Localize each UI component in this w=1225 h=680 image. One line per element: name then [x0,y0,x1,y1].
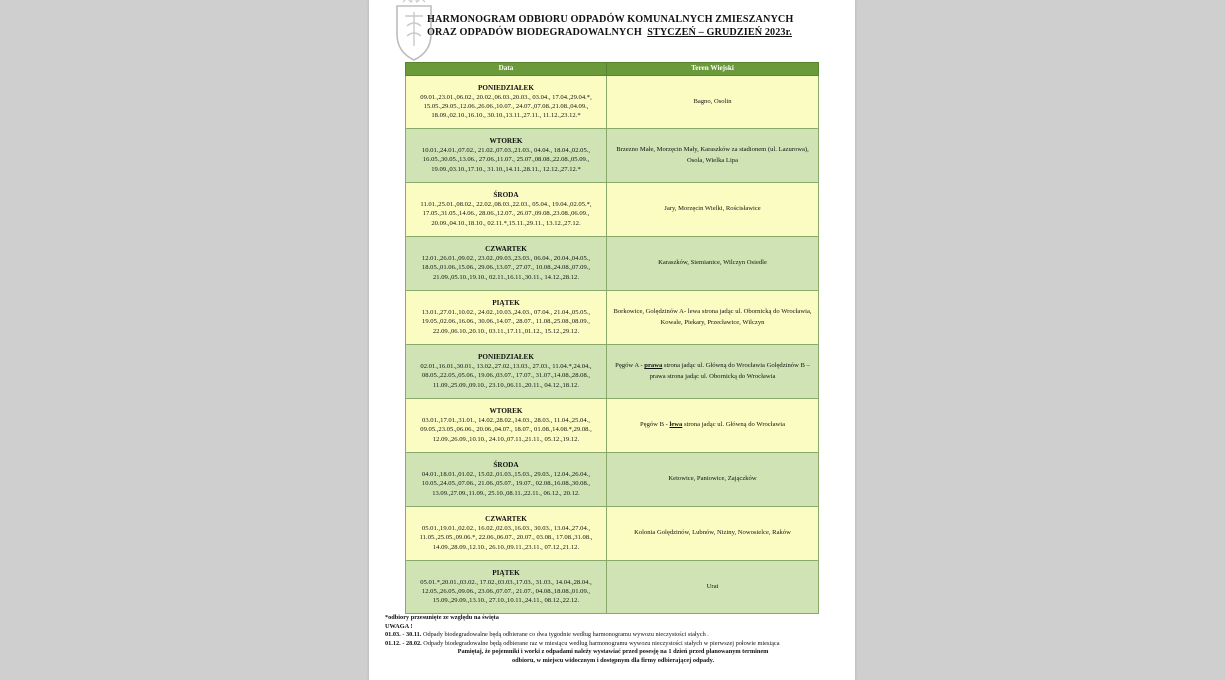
area-text-continued: strona jadąc ul. Główną do Wrocławia [682,421,786,429]
weekday-label: CZWARTEK [485,515,527,524]
table-row [406,507,819,561]
table-row [406,453,819,507]
pickup-dates: 05.01.*,20.01.,03.02., 17.02.,03.03.,17.03., 31.03., 14.04.,28.04., 12.05.,26.05.,09.06., 23.06.,07.07., 21.07., 04.08.,18.08.,01.09., 15.09.,29.09.,13.10., 27.10.,10.11.,24.11., 08.12.,22.12. [420,578,592,605]
date-cell [406,453,607,507]
area-cell [607,399,819,453]
area-text-continued: strona jadąc ul. Główną do Wrocławia Golędzinów B – prawa strona jadąc ul. Obornicką do Wrocławia [649,362,810,380]
date-cell [406,183,607,237]
pickup-dates: 02.01.,16.01.,30.01., 13.02.,27.02.,13.03., 27.03., 11.04.*,24.04., 08.05.,22.05.,05.06., 19.06.,03.07., 17.07., 31.07.,14.08.,28.08., 11.09.,25.09.,09.10., 23.10.,06.11.,20.11., 04.12.,18.12. [420,363,592,389]
table-row [406,399,819,453]
area-cell [607,129,819,183]
holiday-footnote: *odbiory przesunięte ze względu na święta [385,614,499,621]
pickup-dates: 11.01.,25.01.,08.02., 22.02.,08.03.,22.03., 05.04., 19.04.,02.05.*, 17.05.,31.05.,14.06., 28.06.,12.07., 26.07.,09.08.,23.08.,06.09., 20.09.,04.10.,18.10., 02.11.*,15.11.,29.11., 13.12.,27.12. [420,201,592,227]
warning-heading: UWAGA ! [385,622,413,630]
title-period: STYCZEŃ – GRUDZIEŃ 2023r. [647,27,792,38]
table-row [406,183,819,237]
pickup-dates: 13.01.,27.01.,10.02., 24.02.,10.03.,24.03., 07.04., 21.04.,05.05., 19.05.,02.06.,16.06., 30.06.,14.07., 28.07., 11.08.,25.08.,08.09., 22.09.,06.10.,20.10., 03.11.,17.11.,01.12., 15.12.,29.12. [421,309,591,335]
note-period-2 [385,640,841,649]
title-line-2-prefix: ORAZ ODPADÓW BIODEGRADOWALNYCH [427,27,642,38]
table-row [406,561,819,614]
pickup-dates: 12.01.,26.01.,09.02., 23.02.,09.03.,23.03., 06.04., 20.04.,04.05., 18.05.,01.06.,15.06., 29.06.,13.07., 27.07., 10.08.,24.08.,07.09., 21.09.,05.10.,19.10., 02.11.,16.11.,30.11., 14.12.,28.12. [421,255,591,281]
weekday-label: WTOREK [489,137,523,146]
date-cell [406,345,607,399]
area-cell [607,345,819,399]
weekday-label: CZWARTEK [485,245,527,254]
note-period-2-label: 01.12. - 28.02. [385,639,422,647]
note-period-2-text: Odpady biodegradowalne będą odbierane raz w miesiącu według harmonogramu wywozu nieczystości stałych w pierwszej połowie miesiąca [421,639,780,647]
area-side-emphasis: lewa [669,421,683,429]
title-line-2 [427,26,827,39]
note-period-1 [385,631,841,640]
notes-section [385,614,841,666]
area-cell [607,507,819,561]
area-side-emphasis: prawa [644,362,663,370]
area-cell [607,291,819,345]
weekday-label: WTOREK [489,407,523,416]
weekday-label: ŚRODA [493,461,519,470]
date-cell [406,76,607,129]
table-row [406,129,819,183]
reminder-line-1: Pamiętaj, że pojemniki i worki z odpadami należy wystawiać przed posesję na 1 dzień przed planowanym terminem [457,648,769,656]
table-row [406,237,819,291]
weekday-label: PIĄTEK [492,568,520,577]
area-text: Brzezno Małe, Morzęcin Mały, Karaszków za stadionem (ul. Lazurowa), Osola, Wielka Lipa [616,146,809,164]
date-cell [406,561,607,614]
pickup-dates: 09.01.,23.01.,06.02., 20.02.,06.03.,20.03., 03.04., 17.04.,29.04.*, 15.05.,29.05.,12.06.,26.06.,10.07., 24.07.,07.08.,21.08.,04.09., 18.09.,02.10.,16.10., 30.10.,13.11.,27.11., 11.12.,23.12.* [420,93,592,120]
date-cell [406,129,607,183]
document-page [369,0,855,680]
note-period-1-label: 01.03. - 30.11. [385,631,422,639]
table-row [406,76,819,129]
area-text: Ketowice, Paniowice, Zajączków [668,475,757,483]
pickup-dates: 10.01.,24.01.,07.02., 21.02.,07.03.,21.03., 04.04., 18.04.,02.05., 16.05.,30.05.,13.06., 27.06.,11.07., 25.07.,08.08.,22.08.,05.09., 19.09.,03.10.,17.10., 31.10.,14.11.,28.11., 12.12.,27.12.* [421,147,591,173]
schedule-table [405,62,819,614]
area-cell [607,76,819,129]
area-cell [607,561,819,614]
column-header-area: Teren Wiejski [607,63,819,76]
pickup-dates: 05.01.,19.01.,02.02., 16.02.,02.03.,16.03., 30.03., 13.04.,27.04., 11.05.,25.05.,09.06.*, 22.06.,06.07., 20.07., 03.08., 17.08.,31.08., 14.09.,28.09.,12.10., 26.10.,09.11.,23.11., 07.12.,21.12. [419,525,593,551]
area-text: Pęgów A - [615,362,645,370]
document-title [427,13,827,39]
area-cell [607,453,819,507]
weekday-label: PONIEDZIAŁEK [478,83,534,92]
date-cell [406,507,607,561]
area-text: Kolonia Golędzinów, Lubnów, Niziny, Nowosielce, Raków [634,529,791,537]
date-cell [406,291,607,345]
area-text: Borkowice, Golędzinów A- lewa strona jadąc ul. Obornicką do Wrocławia, Kowale, Piekary, Przecławice, Wilczyn [613,308,812,326]
pickup-dates: 04.01.,18.01.,01.02., 15.02.,01.03.,15.03., 29.03., 12.04.,26.04., 10.05.,24.05.,07.06., 21.06.,05.07., 19.07., 02.08.,16.08.,30.08., 13.09.,27.09.,11.09., 25.10.,08.11.,22.11., 06.12., 20.12. [421,471,591,497]
weekday-label: PONIEDZIAŁEK [478,353,534,362]
weekday-label: ŚRODA [493,191,519,200]
table-row [406,291,819,345]
weekday-label: PIĄTEK [492,299,520,308]
table-header-row [406,63,819,76]
area-cell [607,237,819,291]
area-text: Urat [706,582,719,590]
area-text: Jary, Morzęcin Wielki, Rościsławice [664,205,761,213]
pickup-dates: 03.01.,17.01.,31.01., 14.02.,28.02.,14.03., 28.03., 11.04.,25.04., 09.05.,23.05.,06.06., 20.06.,04.07., 18.07., 01.08.,14.08.*,29.08., 12.09.,26.09.,10.10., 24.10.,07.11.,21.11., 05.12.,19.12. [420,417,592,443]
table-row [406,345,819,399]
date-cell [406,237,607,291]
title-line-1: HARMONOGRAM ODBIORU ODPADÓW KOMUNALNYCH ZMIESZANYCH [427,14,794,25]
date-cell [406,399,607,453]
note-period-1-text: Odpady biodegradowalne będą odbierane co dwa tygodnie według harmonogramu wywozu nieczystości stałych . [421,631,709,639]
area-cell [607,183,819,237]
reminder-line-2: odbioru, w miejscu widocznym i dostępnym dla firmy odbierającej odpady. [511,656,715,664]
area-text: Bagno, Osolin [693,97,732,105]
area-text: Pęgów B - [639,421,670,429]
column-header-date: Data [406,63,607,76]
area-text: Karaszków, Siemianice, Wilczyn Osiedle [658,259,767,267]
